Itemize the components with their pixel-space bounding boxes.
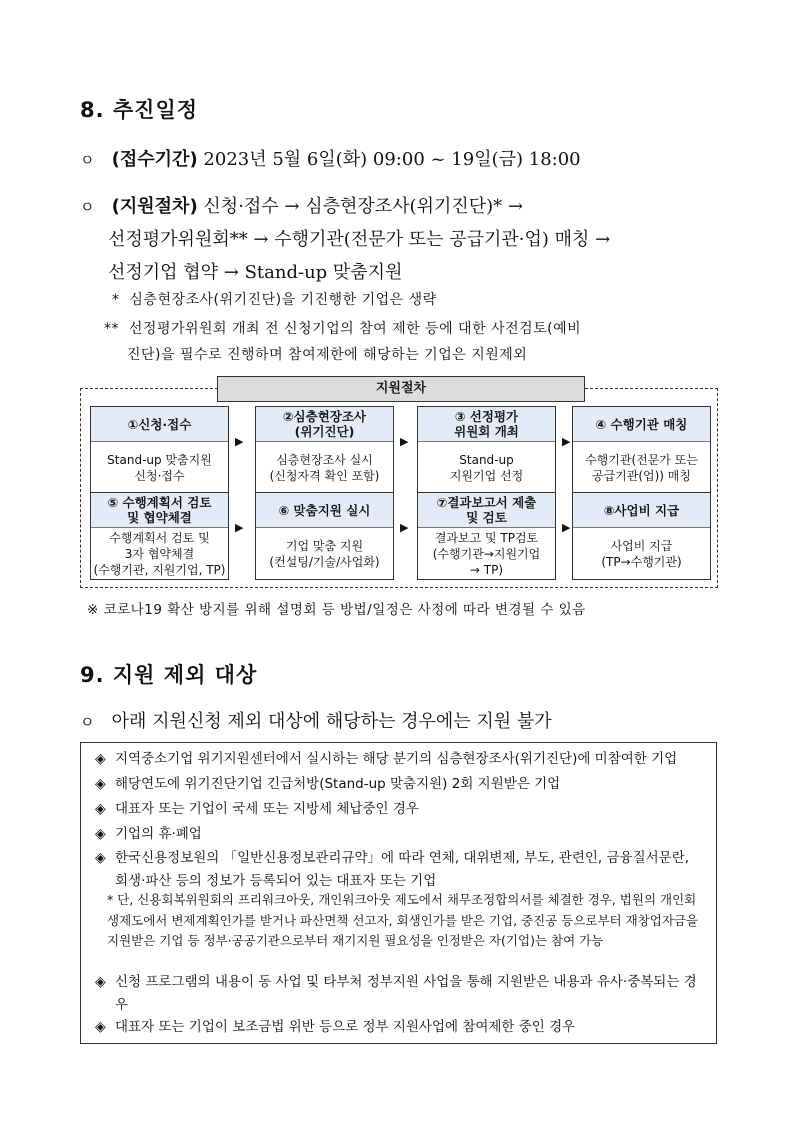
exclusion-sub-note — [107, 890, 701, 952]
procedure-step-2 — [255, 406, 394, 494]
procedure-arrow-icon: ▶ — [562, 521, 571, 534]
procedure-step-head: ⑤ 수행계획서 검토 및 협약체결 — [91, 493, 228, 528]
exclusion-item — [95, 798, 701, 821]
procedure-line-1: ㅇ (지원절차) 신청·접수 → 심층현장조사(위기진단)* → — [80, 196, 523, 217]
exclusion-item — [95, 748, 701, 771]
period-label: (접수기간) — [111, 149, 198, 170]
exclusion-item-text: 기업의 휴·폐업 — [115, 826, 202, 842]
procedure-step-1 — [90, 406, 229, 494]
procedure-diagram-title: 지원절차 — [217, 376, 585, 402]
procedure-arrow-icon: ▶ — [562, 435, 571, 448]
diamond-bullet-icon: ◈ — [95, 850, 106, 866]
diamond-bullet-icon: ◈ — [95, 751, 106, 767]
exclusion-item — [95, 773, 701, 796]
procedure-label: (지원절차) — [111, 196, 198, 217]
period-text: 2023년 5월 6일(화) 09:00 ~ 19일(금) 18:00 — [203, 149, 581, 170]
diagram-footnote: ※ 코로나19 확산 방지를 위해 설명회 등 방법/일정은 사정에 따라 변경될 수 있음 — [87, 602, 586, 618]
procedure-step-head: ②심층현장조사 (위기진단) — [256, 407, 393, 442]
procedure-step-body: Stand-up 맞춤지원 신청·접수 — [107, 452, 212, 483]
diamond-bullet-icon: ◈ — [95, 826, 106, 842]
procedure-step-3 — [417, 406, 556, 494]
exclusion-item-text: 신청 프로그램의 내용이 동 사업 및 타부처 정부지원 사업을 통해 지원받은 내용과 유사·중복되는 경우 — [115, 974, 697, 1013]
procedure-step-6 — [255, 492, 394, 580]
procedure-step-head: ⑥ 맞춤지원 실시 — [256, 493, 393, 528]
procedure-arrow-icon: ▶ — [400, 435, 409, 448]
exclusion-item-text: 한국신용정보원의 「일반신용정보관리규약」에 따라 연체, 대위변제, 부도, 관련인, 금융질서문란, 회생·파산 등의 정보가 등록되어 있는 대표자 또는 기업 — [115, 850, 690, 889]
procedure-step-8 — [572, 492, 711, 580]
procedure-step-head: ①신청·접수 — [91, 407, 228, 442]
diamond-bullet-icon: ◈ — [95, 1019, 106, 1035]
period-line: ㅇ (접수기간) 2023년 5월 6일(화) 09:00 ~ 19일(금) 18:00 — [80, 149, 581, 170]
procedure-step-head: ④ 수행기관 매칭 — [573, 407, 710, 442]
exclusion-box — [80, 742, 717, 1044]
procedure-note-2: ** 선정평가위원회 개최 전 신청기업의 참여 제한 등에 대한 사전검토(예비 — [104, 321, 582, 337]
section-9-title: 9. 지원 제외 대상 — [80, 663, 258, 687]
procedure-note-2-cont: 진단)을 필수로 진행하며 참여제한에 해당하는 기업은 지원제외 — [127, 347, 528, 363]
procedure-step-7 — [417, 492, 556, 580]
exclusion-item-text: 해당연도에 위기진단기업 긴급처방(Stand-up 맞춤지원) 2회 지원받은 기업 — [115, 776, 561, 792]
exclusion-item — [95, 847, 701, 893]
diamond-bullet-icon: ◈ — [95, 974, 106, 990]
section-8-title: 8. 추진일정 — [80, 98, 199, 122]
procedure-step-head: ⑦결과보고서 제출 및 검토 — [418, 493, 555, 528]
procedure-step-body: 결과보고 및 TP검토 (수행기관→지원기업 → TP) — [432, 530, 541, 577]
procedure-step-body: 기업 맞춤 지원 (컨설팅/기술/사업화) — [269, 538, 380, 569]
exclusion-item — [95, 1016, 701, 1039]
procedure-step-head: ⑧사업비 지급 — [573, 493, 710, 528]
procedure-step-head: ③ 선정평가 위원회 개최 — [418, 407, 555, 442]
procedure-line-3: 선정기업 협약 → Stand-up 맞춤지원 — [108, 262, 403, 283]
procedure-step-4 — [572, 406, 711, 494]
diamond-bullet-icon: ◈ — [95, 776, 106, 792]
procedure-step-body: 심층현장조사 실시 (신청자격 확인 포함) — [269, 452, 380, 483]
procedure-note-1: * 심층현장조사(위기진단)을 기진행한 기업은 생략 — [112, 292, 437, 308]
exclusion-item — [95, 971, 701, 1017]
diamond-bullet-icon: ◈ — [95, 801, 106, 817]
exclusion-item-text: 대표자 또는 기업이 보조금법 위반 등으로 정부 지원사업에 참여제한 중인 경우 — [115, 1019, 576, 1035]
sub-note-text: 단, 신용회복위원회의 프리워크아웃, 개인워크아웃 제도에서 채무조정합의서를 체결한 경우, 법원의 개인회생제도에서 변제계획인가를 받거나 파산면책 선고자, 회생인가를 받은 기업, 중진공 등으로부터 재창업자금을 지원받은 기업 등 정부·공공기관으로부터 재기지원 필요성을 인정받은 자(기업)는 참여 가능 — [107, 892, 699, 948]
sub-note-mark: * — [107, 892, 118, 907]
procedure-arrow-icon: ▶ — [235, 521, 244, 534]
exclusion-item-text: 대표자 또는 기업이 국세 또는 지방세 체납중인 경우 — [115, 801, 419, 817]
procedure-step-body: 수행기관(전문가 또는 공급기관(업)) 매칭 — [585, 452, 698, 483]
procedure-step-body: Stand-up 지원기업 선정 — [449, 452, 524, 483]
exclusion-intro: ㅇ 아래 지원신청 제외 대상에 해당하는 경우에는 지원 불가 — [80, 711, 552, 732]
exclusion-item-text: 지역중소기업 위기지원센터에서 실시하는 해당 분기의 심층현장조사(위기진단)에 미참여한 기업 — [115, 751, 678, 767]
procedure-step-5 — [90, 492, 229, 580]
procedure-arrow-icon: ▶ — [235, 435, 244, 448]
procedure-step-body: 사업비 지급 (TP→수행기관) — [601, 538, 682, 569]
procedure-step-body: 수행계획서 검토 및 3자 협약체결 (수행기관, 지원기업, TP) — [93, 530, 226, 577]
procedure-line-2: 선정평가위원회** → 수행기관(전문가 또는 공급기관·업) 매칭 → — [108, 229, 611, 250]
exclusion-item — [95, 823, 701, 846]
procedure-arrow-icon: ▶ — [400, 521, 409, 534]
